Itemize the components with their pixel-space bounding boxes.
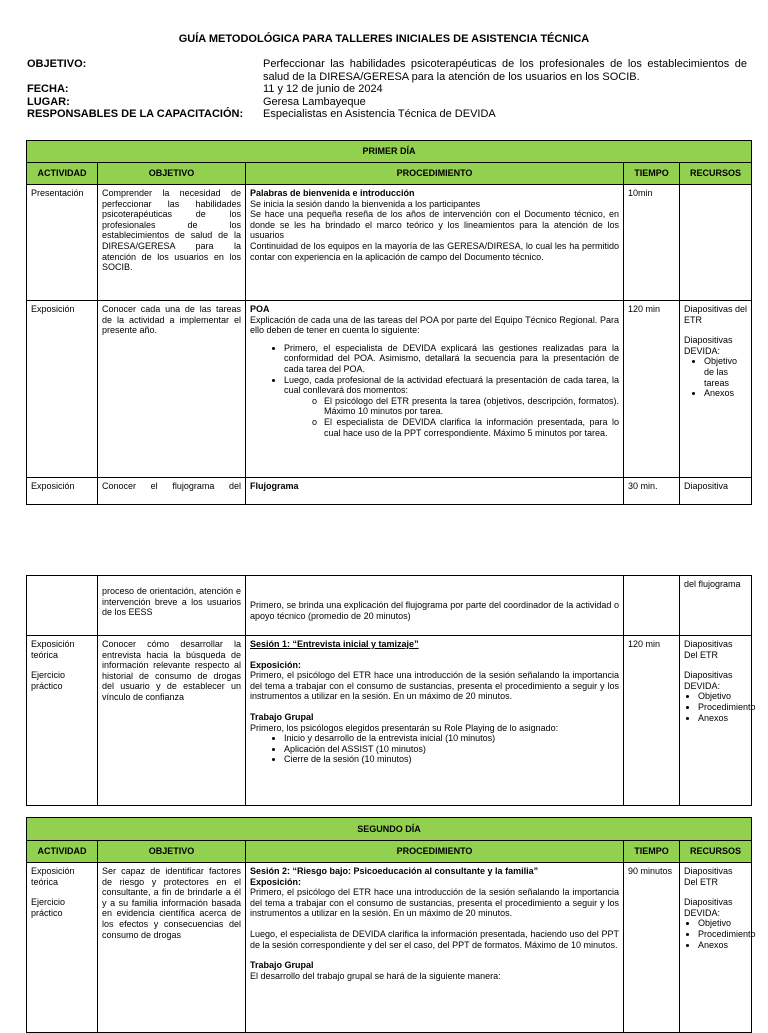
meta-label: LUGAR: <box>27 95 70 108</box>
paragraph: Primero, los psicólogos elegidos presentarán su Role Playing de lo asignado: <box>250 722 559 733</box>
procedimiento-cell <box>246 301 624 478</box>
objetivo-cell: Conocer cada una de las tareas de la actividad a implementar el presente año. <box>98 301 246 478</box>
table-row <box>27 863 752 1033</box>
resource-text: Diapositivas del ETR <box>684 304 748 325</box>
meta-value: Especialistas en Asistencia Técnica de DEVIDA <box>263 108 496 120</box>
procedimiento-cell <box>246 185 624 301</box>
bullet-list <box>250 733 619 765</box>
sub-list <box>284 396 619 438</box>
procedimiento-cell: Flujograma <box>246 478 624 505</box>
section-heading <box>250 712 619 723</box>
document-meta <box>27 58 747 121</box>
tiempo-cell <box>624 576 680 636</box>
procedimiento-cell <box>246 863 624 1033</box>
actividad-cell <box>27 576 98 636</box>
list-item: • Procedimiento <box>698 929 747 940</box>
paragraph: Primero, el psicólogo del ETR hace una introducción de la sesión señalando la importancia del tema a trabajar con el consumo de sustancias, presenta el procedimiento a seguir y los instrumentos a utilizar en la sesión. En un máximo de 20 minutos. <box>250 670 619 702</box>
day-title: PRIMER DÍA <box>27 141 752 163</box>
meta-label: RESPONSABLES DE LA CAPACITACIÓN: <box>27 108 244 120</box>
section-heading-text: Trabajo Grupal <box>250 711 314 722</box>
resource-list <box>684 918 756 950</box>
paragraph: Explicación de cada una de las tareas del POA por parte del Equipo Técnico Regional. Para ello deben de tener en cuenta lo siguiente: <box>250 314 619 336</box>
tiempo-cell: 10min <box>624 185 680 301</box>
resource-text: Diapositivas DEVIDA: <box>684 670 733 691</box>
actividad-cell <box>27 636 98 806</box>
list-item: • Cierre de la sesión (10 minutos) <box>284 754 619 765</box>
document-title: GUÍA METODOLÓGICA PARA TALLERES INICIALES DE ASISTENCIA TÉCNICA <box>178 33 590 45</box>
list-item: • Anexos <box>698 940 747 951</box>
recursos-cell <box>680 636 756 806</box>
section-heading: Exposición: <box>250 876 302 887</box>
list-item: • Aplicación del ASSIST (10 minutos) <box>284 744 619 755</box>
meta-value: 11 y 12 de junio de 2024 <box>263 83 383 95</box>
list-item: • Anexos <box>698 713 747 724</box>
bullet-list <box>250 343 619 438</box>
schedule-table-continued <box>26 575 756 806</box>
table-row <box>27 576 752 636</box>
procedimiento-cell: Primero, se brinda una explicación del flujograma por parte del coordinador de la actividad o apoyo técnico (promedio de 20 minutos) <box>246 576 624 636</box>
meta-fecha <box>27 83 747 96</box>
paragraph: Se inicia la sesión dando la bienvenida a los participantes <box>250 198 481 209</box>
table-row <box>27 478 752 505</box>
resource-list <box>684 691 756 723</box>
meta-objetivo <box>27 58 747 83</box>
col-header-tiempo: TIEMPO <box>624 841 680 863</box>
tiempo-cell: 90 minutos <box>624 863 680 1033</box>
table-row <box>27 185 752 301</box>
col-header-objetivo: OBJETIVO <box>98 841 246 863</box>
actividad-cell: Exposición <box>27 301 98 478</box>
list-item: • Objetivo <box>698 691 747 702</box>
list-item-text: Luego, cada profesional de la actividad efectuará la presentación de cada tarea, la cual conllevará dos momentos: <box>284 374 619 396</box>
objetivo-cell: Conocer cómo desarrollar la entrevista hacia la búsqueda de información relevante respecto al historial de consumo de drogas del usuario y de establecer un vínculo de confianza <box>98 636 246 806</box>
paragraph: El desarrollo del trabajo grupal se hará de la siguiente manera: <box>250 970 501 981</box>
resource-text: Diapositivas Del ETR <box>684 866 733 887</box>
meta-responsables <box>27 108 747 121</box>
resource-text: Diapositivas DEVIDA: <box>684 897 733 918</box>
objetivo-cell: proceso de orientación, atención e intervención breve a los usuarios de los EESS <box>98 576 246 636</box>
col-header-recursos: RECURSOS <box>680 163 752 185</box>
section-heading <box>250 960 619 971</box>
tiempo-cell: 30 min. <box>624 478 680 505</box>
actividad-cell: Presentación <box>27 185 98 301</box>
actividad-text: Exposición teórica <box>31 639 75 660</box>
actividad-cell: Exposición <box>27 478 98 505</box>
paragraph: Se hace una pequeña reseña de los años de intervención con el Documento técnico, en donde se les ha brindado el marco teórico y los lineamientos para la atención de los usuarios <box>250 209 619 241</box>
objetivo-cell: Comprender la necesidad de perfeccionar las habilidades psicoterapéuticas de los profesionales de los establecimientos de salud de la DIRESA/GERESA para la atención de los usuarios en los SOCIB. <box>98 185 246 301</box>
list-item: • Primero, el especialista de DEVIDA explicará las gestiones realizadas para la conformidad del POA. Asimismo, detallará la secuencia para la presentación de cada tarea del POA. <box>284 343 619 375</box>
recursos-cell: del flujograma <box>680 576 752 636</box>
meta-value: Geresa Lambayeque <box>263 95 366 108</box>
list-item: o El especialista de DEVIDA clarifica la información presentada, para lo cual hace uso de la PPT correspondiente. Máximo 5 minutos por tarea. <box>324 417 619 438</box>
actividad-text: Exposición teórica <box>31 866 75 887</box>
paragraph: Continuidad de los equipos en la mayoría de las GERESA/DIRESA, lo cual les ha permitido contar con experiencia en la aplicación de campo del Documento técnico. <box>250 240 619 262</box>
list-item: • Objetivo de las tareas <box>704 356 747 388</box>
recursos-cell <box>680 863 756 1033</box>
resource-text: Diapositivas Del ETR <box>684 639 733 660</box>
actividad-cell <box>27 863 98 1033</box>
col-header-procedimiento: PROCEDIMIENTO <box>246 841 624 863</box>
list-item: • Inicio y desarrollo de la entrevista inicial (10 minutos) <box>284 733 619 744</box>
table-row <box>27 301 752 478</box>
section-heading: POA <box>250 304 270 314</box>
list-item: • Anexos <box>704 388 747 399</box>
col-header-actividad: ACTIVIDAD <box>27 841 98 863</box>
objetivo-cell: Conocer el flujograma del <box>98 478 246 505</box>
tiempo-cell: 120 min <box>624 301 680 478</box>
day-title: SEGUNDO DÍA <box>27 818 752 841</box>
schedule-table-day1 <box>26 140 752 505</box>
actividad-text: Ejercicio práctico <box>31 897 66 918</box>
paragraph: Primero, el psicólogo del ETR hace una introducción de la sesión señalando la importancia del tema a trabajar con el consumo de sustancias, presenta el procedimiento a seguir y los instrumentos a utilizar en la sesión. En un máximo de 20 minutos. <box>250 887 619 919</box>
resource-list <box>684 356 747 398</box>
tiempo-cell: 120 min <box>624 636 680 806</box>
col-header-actividad: ACTIVIDAD <box>27 163 98 185</box>
actividad-text: Ejercicio práctico <box>31 670 66 691</box>
col-header-objetivo: OBJETIVO <box>98 163 246 185</box>
col-header-recursos: RECURSOS <box>680 841 752 863</box>
meta-label: OBJETIVO: <box>27 58 87 70</box>
section-heading-text: Trabajo Grupal <box>250 960 314 971</box>
meta-value: Perfeccionar las habilidades psicoterapéuticas de los profesionales de los establecimientos de salud de la DIRESA/GERESA para la atención de los usuarios en los SOCIB. <box>263 58 747 83</box>
section-heading: Exposición: <box>250 659 302 670</box>
recursos-cell <box>680 301 752 478</box>
session-title: Sesión 2: “Riesgo bajo: Psicoeducación al consultante y la familia” <box>250 866 539 876</box>
meta-label: FECHA: <box>27 83 69 95</box>
list-item: o El psicólogo del ETR presenta la tarea (objetivos, descripción, formatos). Máximo 10 minutos por tarea. <box>324 396 619 417</box>
table-row <box>27 636 752 806</box>
meta-lugar <box>27 96 747 109</box>
paragraph: Luego, el especialista de DEVIDA clarifica la información presentada, haciendo uso del PPT de la sesión correspondiente y del ser el caso, del PPT de formatos. Máximo de 10 minutos. <box>250 928 619 950</box>
schedule-table-day2 <box>26 817 756 1033</box>
list-item: • Procedimiento <box>698 702 747 713</box>
list-item: • Objetivo <box>698 918 747 929</box>
section-heading: Palabras de bienvenida e introducción <box>250 188 415 198</box>
list-item <box>284 375 619 439</box>
recursos-cell: Diapositiva <box>680 478 752 505</box>
col-header-tiempo: TIEMPO <box>624 163 680 185</box>
recursos-cell <box>680 185 752 301</box>
col-header-procedimiento: PROCEDIMIENTO <box>246 163 624 185</box>
session-title: Sesión 1: “Entrevista inicial y tamizaje” <box>250 639 419 649</box>
resource-text: Diapositivas DEVIDA: <box>684 335 733 356</box>
procedimiento-cell <box>246 636 624 806</box>
objetivo-cell: Ser capaz de identificar factores de riesgo y protectores en el consultante, a fin de brindarle a él y a su familia información basada en evidencia científica acerca de los efectos y consecuencias del consumo de drogas <box>98 863 246 1033</box>
